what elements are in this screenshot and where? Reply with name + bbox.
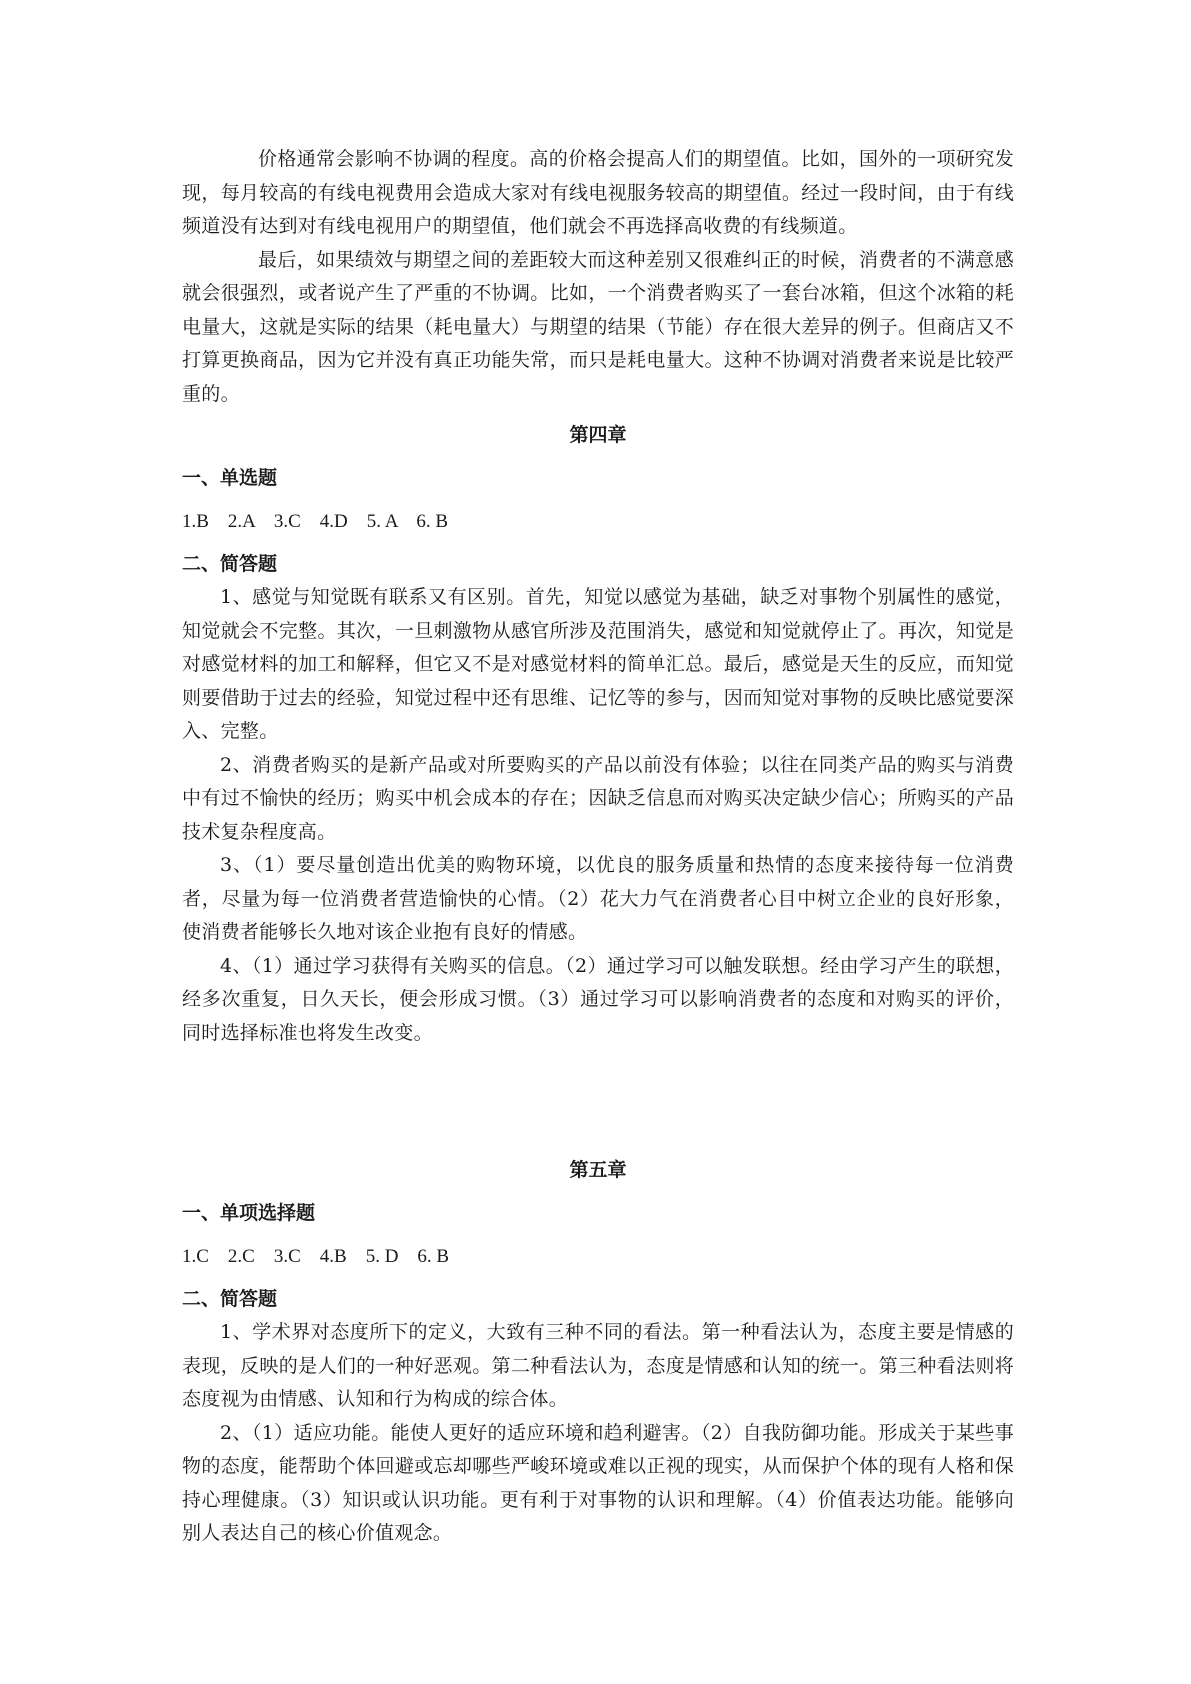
chapter-4-answer-2: 2、消费者购买的是新产品或对所要购买的产品以前没有体验；以往在同类产品的购买与消费中有过不愉快的经历；购买中机会成本的存在；因缺乏信息而对购买决定缺少信心；所购买的产品技术复杂程度高。 (182, 753, 1014, 843)
chapter-5-section-short-answer: 二、简答题 (182, 1288, 278, 1310)
chapter-5-answers: 1.C 2.C 3.C 4.B 5. D 6. B (182, 1246, 450, 1267)
chapter-5-answer-1: 1、学术界对态度所下的定义，大致有三种不同的看法。第一种看法认为，态度主要是情感的表现，反映的是人们的一种好恶观。第二种看法认为，态度是情感和认知的统一。第三种看法则将态度视为由情感、认知和行为构成的综合体。 (182, 1321, 1014, 1410)
chapter-5-title: 第五章 (569, 1159, 627, 1181)
chapter-4-answer-3: 3、（1）要尽量创造出优美的购物环境，以优良的服务质量和热情的态度来接待每一位消费者，尽量为每一位消费者营造愉快的心情。（2）花大力气在消费者心目中树立企业的良好形象，使消费者能够长久地对该企业抱有良好的情感。 (182, 854, 1014, 943)
chapter-4-section-short-answer: 二、简答题 (182, 553, 278, 575)
paragraph-performance-gap: 最后，如果绩效与期望之间的差距较大而这种差别又很难纠正的时候，消费者的不满意感就会很强烈，或者说产生了严重的不协调。比如，一个消费者购买了一套台冰箱，但这个冰箱的耗电量大，这就是实际的结果（耗电量大）与期望的结果（节能）存在很大差异的例子。但商店又不打算更换商品，因为它并没有真正功能失常，而只是耗电量大。这种不协调对消费者来说是比较严重的。 (182, 248, 1014, 405)
chapter-4 (182, 419, 1014, 1050)
paragraph-price-dissonance: 价格通常会影响不协调的程度。高的价格会提高人们的期望值。比如，国外的一项研究发现，每月较高的有线电视费用会造成大家对有线电视服务较高的期望值。经过一段时间，由于有线频道没有达到对有线电视用户的期望值，他们就会不再选择高收费的有线频道。 (182, 148, 1014, 237)
chapter-4-section-single-choice: 一、单选题 (182, 467, 278, 489)
document-page (182, 143, 1014, 1551)
chapter-4-title: 第四章 (569, 424, 627, 446)
chapter-5-answer-2: 2、（1）适应功能。能使人更好的适应环境和趋利避害。（2）自我防御功能。形成关于某些事物的态度，能帮助个体回避或忘却哪些严峻环境或难以正视的现实，从而保护个体的现有人格和保持心理健康。（3）知识或认识功能。更有利于对事物的认识和理解。（4）价值表达功能。能够向别人表达自己的核心价值观念。 (182, 1421, 1014, 1544)
chapter-5 (182, 1154, 1014, 1551)
chapter-5-section-single-choice: 一、单项选择题 (182, 1202, 316, 1224)
chapter-4-answer-1: 1、感觉与知觉既有联系又有区别。首先，知觉以感觉为基础，缺乏对事物个别属性的感觉，知觉就会不完整。其次，一旦刺激物从感官所涉及范围消失，感觉和知觉就停止了。再次，知觉是对感觉材料的加工和解释，但它又不是对感觉材料的简单汇总。最后，感觉是天生的反应，而知觉则要借助于过去的经验，知觉过程中还有思维、记忆等的参与，因而知觉对事物的反映比感觉要深入、完整。 (182, 586, 1014, 742)
chapter-4-answers: 1.B 2.A 3.C 4.D 5. A 6. B (182, 511, 449, 532)
chapter-4-answer-4: 4、（1）通过学习获得有关购买的信息。（2）通过学习可以触发联想。经由学习产生的联想，经多次重复，日久天长，便会形成习惯。（3）通过学习可以影响消费者的态度和对购买的评价，同时选择标准也将发生改变。 (182, 954, 1014, 1044)
